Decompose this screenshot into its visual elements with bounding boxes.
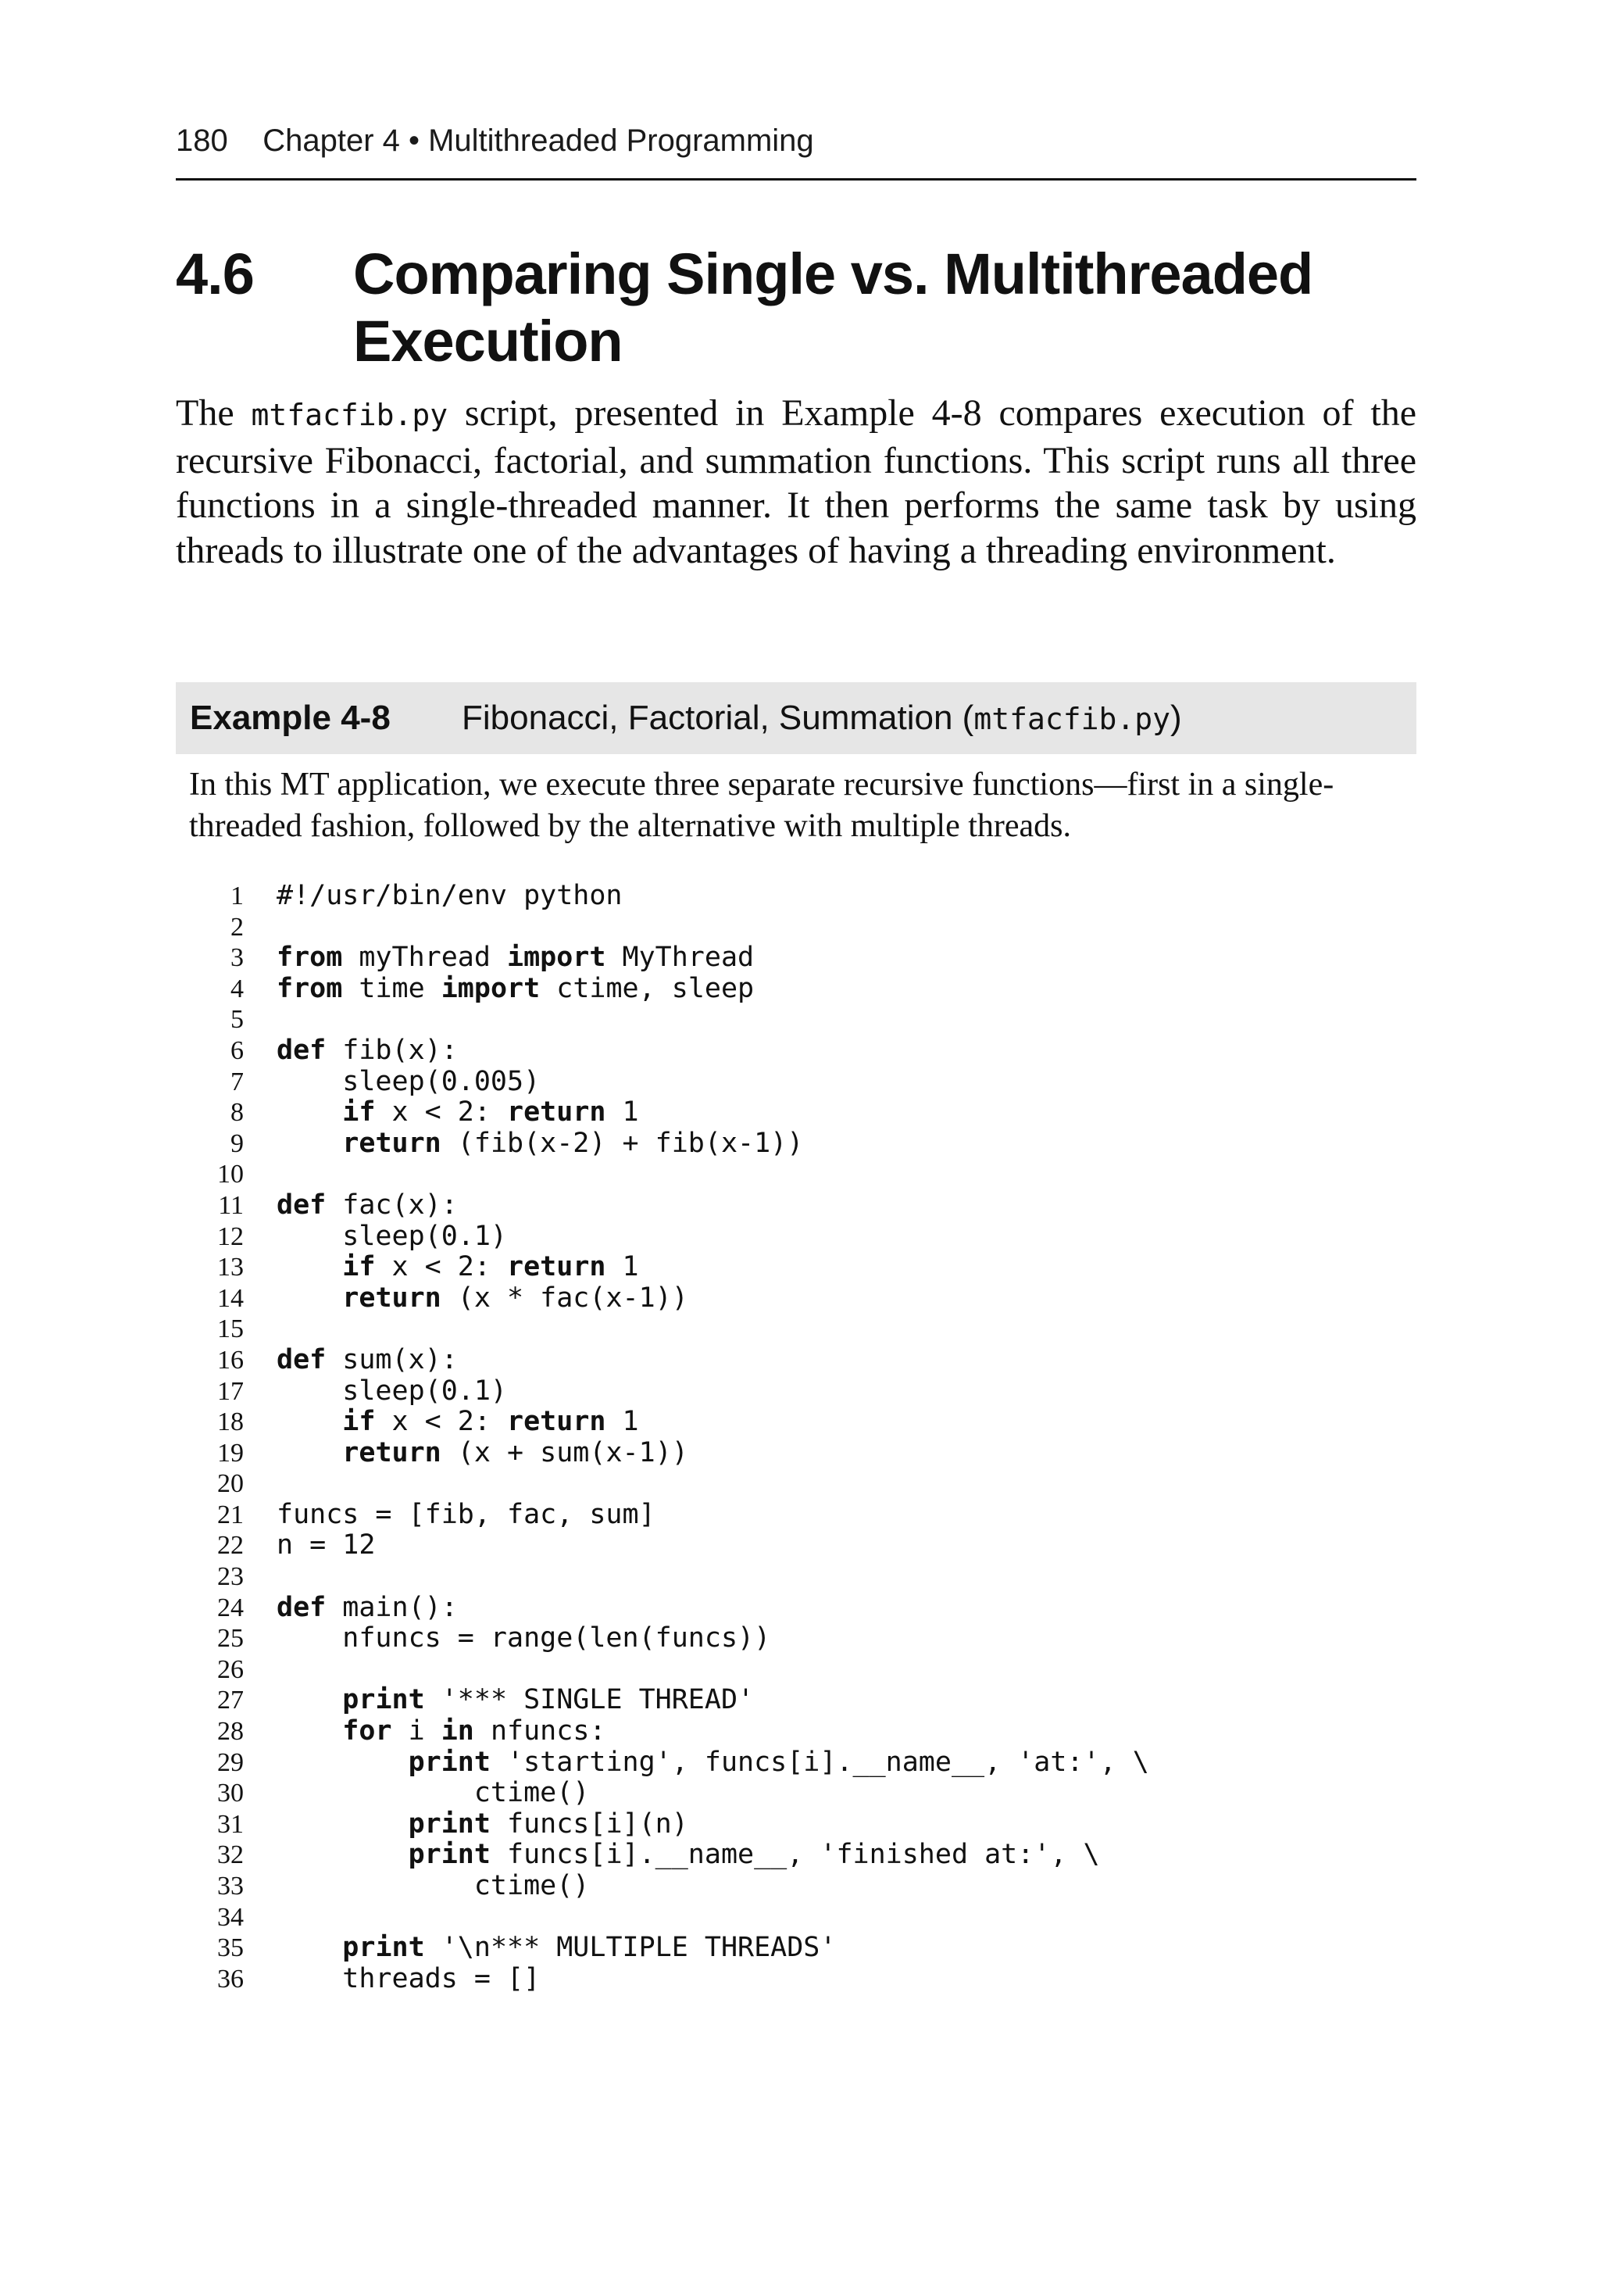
line-code: def main():	[277, 1591, 458, 1623]
line-number: 32	[217, 1840, 244, 1870]
line-number: 7	[230, 1067, 244, 1096]
code-line	[211, 1840, 1414, 1871]
intro-text-start: The	[176, 392, 252, 434]
line-code: print '*** SINGLE THREAD'	[342, 1684, 755, 1716]
code-line	[211, 912, 1414, 943]
code-line	[211, 1468, 1414, 1500]
line-number: 25	[217, 1624, 244, 1654]
line-code: funcs = [fib, fac, sum]	[277, 1498, 655, 1530]
example-title-text: Fibonacci, Factorial, Summation (	[462, 699, 974, 737]
code-line	[211, 1530, 1414, 1561]
code-line	[211, 1747, 1414, 1779]
line-number: 10	[217, 1160, 244, 1189]
line-number: 22	[217, 1531, 244, 1561]
line-code: sleep(0.1)	[277, 1375, 508, 1407]
example-title-code: mtfacfib.py	[973, 702, 1171, 736]
line-code: ctime()	[277, 1870, 590, 1901]
code-line	[211, 1035, 1414, 1067]
code-line	[211, 1685, 1414, 1716]
section-number: 4.6	[176, 241, 254, 306]
code-line	[211, 1128, 1414, 1160]
code-line	[211, 1809, 1414, 1840]
code-line	[211, 1376, 1414, 1407]
chapter-title: Chapter 4 • Multithreaded Programming	[262, 123, 814, 158]
page-number: 180	[176, 123, 228, 158]
line-code: n = 12	[277, 1529, 376, 1561]
code-line	[211, 1407, 1414, 1438]
line-code: print 'starting', funcs[i].__name__, 'at:', \	[408, 1746, 1149, 1778]
code-line	[211, 1283, 1414, 1314]
code-line	[211, 1623, 1414, 1654]
line-code: #!/usr/bin/env python	[277, 880, 623, 911]
code-line	[211, 1345, 1414, 1376]
line-number: 36	[217, 1964, 244, 1994]
line-number: 35	[217, 1933, 244, 1963]
example-title	[462, 695, 1182, 742]
line-number: 31	[217, 1809, 244, 1839]
intro-text-rest: script, presented in Example 4-8 compares execution of the recursive Fibonacci, factorial, and summation functions. This script runs all three functions in a single-threaded manner. It then performs the same task by using threads to illustrate one of the advantages of having a threading environment.	[176, 392, 1416, 571]
line-number: 12	[217, 1221, 244, 1251]
line-number: 15	[217, 1314, 244, 1344]
example-header-bar	[176, 682, 1416, 754]
line-number: 28	[217, 1717, 244, 1747]
line-code: return (fib(x-2) + fib(x-1))	[342, 1127, 804, 1159]
running-header	[176, 117, 1416, 164]
line-code: ctime()	[277, 1777, 590, 1809]
intro-paragraph	[176, 391, 1416, 573]
code-line	[211, 1500, 1414, 1531]
example-description: In this MT application, we execute three separate recursive functions—first in a single-threaded fashion, followed by the alternative with multiple threads.	[189, 767, 1334, 844]
code-line	[211, 942, 1414, 974]
line-code: sleep(0.005)	[277, 1065, 541, 1097]
line-number: 13	[217, 1253, 244, 1282]
line-number: 20	[217, 1469, 244, 1499]
code-line	[211, 1190, 1414, 1221]
line-code: print funcs[i].__name__, 'finished at:', \	[408, 1839, 1100, 1871]
line-number: 2	[230, 912, 244, 942]
code-line	[211, 1778, 1414, 1809]
line-number: 14	[217, 1283, 244, 1313]
line-code: print funcs[i](n)	[408, 1808, 688, 1840]
code-line	[211, 1252, 1414, 1283]
line-number: 5	[230, 1005, 244, 1035]
example-title-end: )	[1170, 699, 1182, 737]
code-line	[211, 1716, 1414, 1747]
line-code: print '\n*** MULTIPLE THREADS'	[342, 1932, 837, 1964]
line-number: 9	[230, 1128, 244, 1158]
code-line	[211, 1067, 1414, 1098]
line-code: return (x * fac(x-1))	[342, 1282, 688, 1314]
code-line	[211, 881, 1414, 912]
line-number: 33	[217, 1872, 244, 1901]
code-line	[211, 1097, 1414, 1128]
line-number: 19	[217, 1438, 244, 1468]
line-number: 6	[230, 1035, 244, 1065]
line-code: threads = []	[277, 1962, 541, 1994]
code-line	[211, 1314, 1414, 1345]
line-number: 8	[230, 1098, 244, 1128]
line-code: if x < 2: return 1	[342, 1406, 639, 1438]
line-code: def sum(x):	[277, 1343, 458, 1375]
code-line	[211, 1933, 1414, 1964]
code-line	[211, 1654, 1414, 1686]
line-code: if x < 2: return 1	[342, 1251, 639, 1283]
line-number: 17	[217, 1376, 244, 1406]
line-code: for i in nfuncs:	[342, 1715, 606, 1747]
line-number: 29	[217, 1747, 244, 1777]
example-label: Example 4-8	[190, 699, 391, 737]
line-number: 34	[217, 1902, 244, 1932]
line-number: 11	[218, 1190, 244, 1220]
line-number: 18	[217, 1407, 244, 1437]
line-number: 21	[217, 1500, 244, 1529]
code-listing	[211, 881, 1414, 1994]
code-line	[211, 1004, 1414, 1035]
line-code: from time import ctime, sleep	[277, 972, 755, 1004]
line-number: 26	[217, 1654, 244, 1684]
code-line	[211, 1871, 1414, 1902]
line-number: 4	[230, 974, 244, 1003]
line-code: if x < 2: return 1	[342, 1096, 639, 1128]
line-code: return (x + sum(x-1))	[342, 1436, 688, 1468]
line-number: 30	[217, 1779, 244, 1808]
line-code: sleep(0.1)	[277, 1220, 508, 1252]
line-number: 23	[217, 1562, 244, 1592]
header-rule	[176, 178, 1416, 181]
script-name: mtfacfib.py	[251, 398, 448, 432]
code-line	[211, 1438, 1414, 1469]
code-line	[211, 1964, 1414, 1995]
line-number: 27	[217, 1686, 244, 1715]
line-number: 16	[217, 1345, 244, 1375]
line-code: def fib(x):	[277, 1034, 458, 1066]
code-line	[211, 1902, 1414, 1933]
line-number: 1	[230, 882, 244, 910]
code-line	[211, 1159, 1414, 1190]
line-code: from myThread import MyThread	[277, 942, 755, 974]
line-code: def fac(x):	[277, 1189, 458, 1221]
line-number: 3	[230, 943, 244, 973]
section-title: Comparing Single vs. Multithreaded Execution	[353, 241, 1313, 374]
line-code: nfuncs = range(len(funcs))	[277, 1622, 771, 1654]
code-line	[211, 974, 1414, 1005]
code-line	[211, 1561, 1414, 1593]
code-line	[211, 1593, 1414, 1624]
code-line	[211, 1221, 1414, 1253]
line-number: 24	[217, 1593, 244, 1622]
